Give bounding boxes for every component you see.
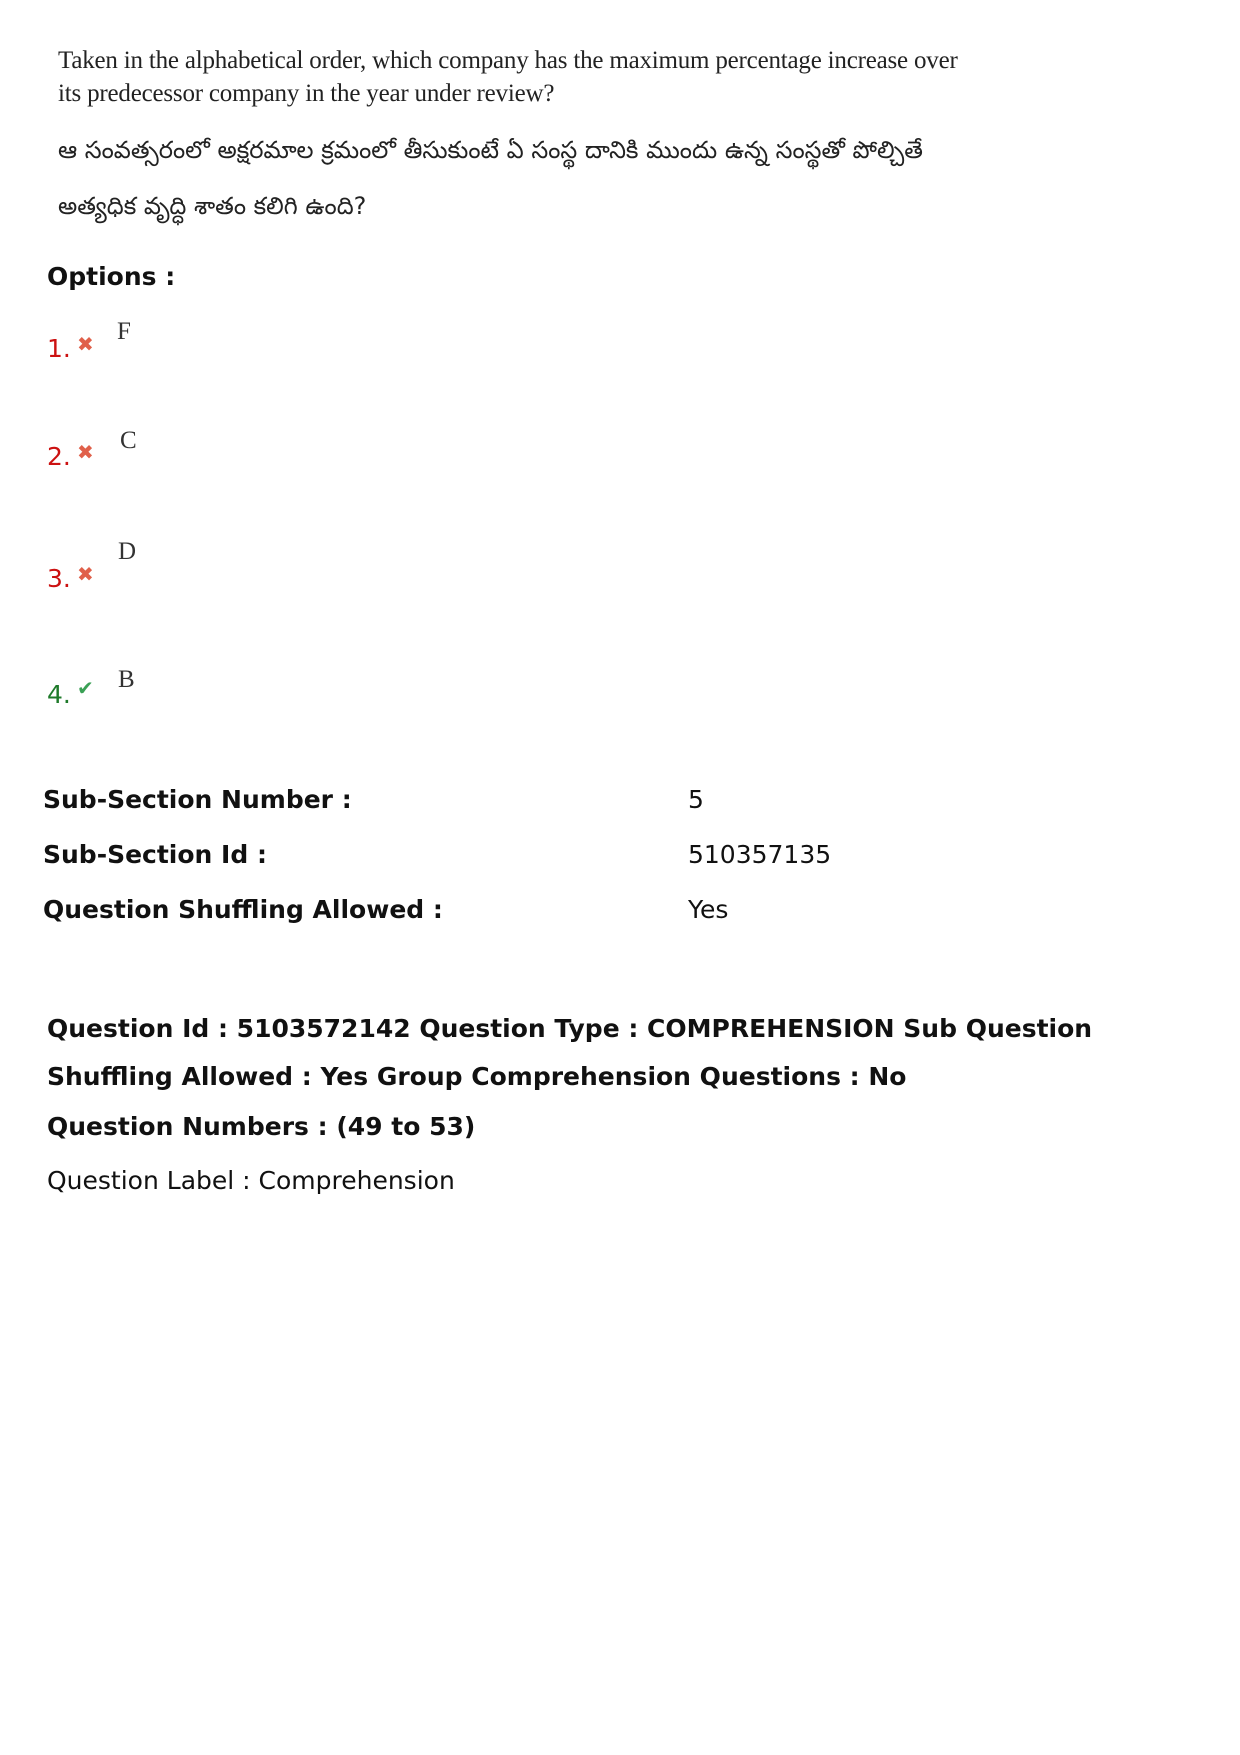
option-2	[47, 427, 647, 490]
question-label: Question Label : Comprehension	[47, 1166, 455, 1195]
question-text-english: Taken in the alphabetical order, which company has the maximum percentage increase over its predecessor company in the year under review?	[58, 47, 958, 107]
wrong-icon: ✖	[77, 332, 94, 356]
option-number: 3.	[47, 564, 71, 593]
wrong-icon: ✖	[77, 562, 94, 586]
sub-section-id-value: 510357135	[688, 840, 832, 869]
option-value: B	[118, 666, 135, 693]
question-shuffling-label: Question Shuffling Allowed :	[43, 895, 443, 924]
question-shuffling-row	[43, 895, 1143, 929]
sub-section-number-label: Sub-Section Number :	[43, 785, 352, 814]
option-number: 1.	[47, 334, 71, 363]
sub-section-id-label: Sub-Section Id :	[43, 840, 267, 869]
option-value: D	[118, 538, 137, 565]
sub-section-number-row	[43, 785, 1143, 819]
question-numbers: Question Numbers : (49 to 53)	[47, 1112, 476, 1141]
question-info: Question Id : 5103572142 Question Type : COMPREHENSION Sub Question Shuffling Allowed : Yes Group Comprehension Questions : No	[47, 1014, 1093, 1091]
check-icon: ✔	[77, 676, 94, 700]
option-3	[47, 538, 647, 610]
options-heading: Options :	[47, 262, 176, 291]
question-image	[58, 44, 958, 234]
question-shuffling-value: Yes	[688, 895, 729, 924]
option-number: 2.	[47, 442, 71, 471]
sub-section-number-value: 5	[688, 785, 704, 814]
option-4	[47, 666, 647, 726]
sub-section-id-row	[43, 840, 1143, 874]
option-number: 4.	[47, 680, 71, 709]
option-value: C	[120, 427, 137, 454]
wrong-icon: ✖	[77, 440, 94, 464]
option-value: F	[117, 318, 131, 345]
question-text-telugu: ఆ సంవత్సరంలో అక్షరమాల క్రమంలో తీసుకుంటే ఏ సంస్థ దానికి ముందు ఉన్న సంస్థతో పోల్చితే అత్యధిక వృద్ధి శాతం కలిగి ఉంది?	[58, 136, 923, 220]
option-1	[47, 318, 647, 380]
